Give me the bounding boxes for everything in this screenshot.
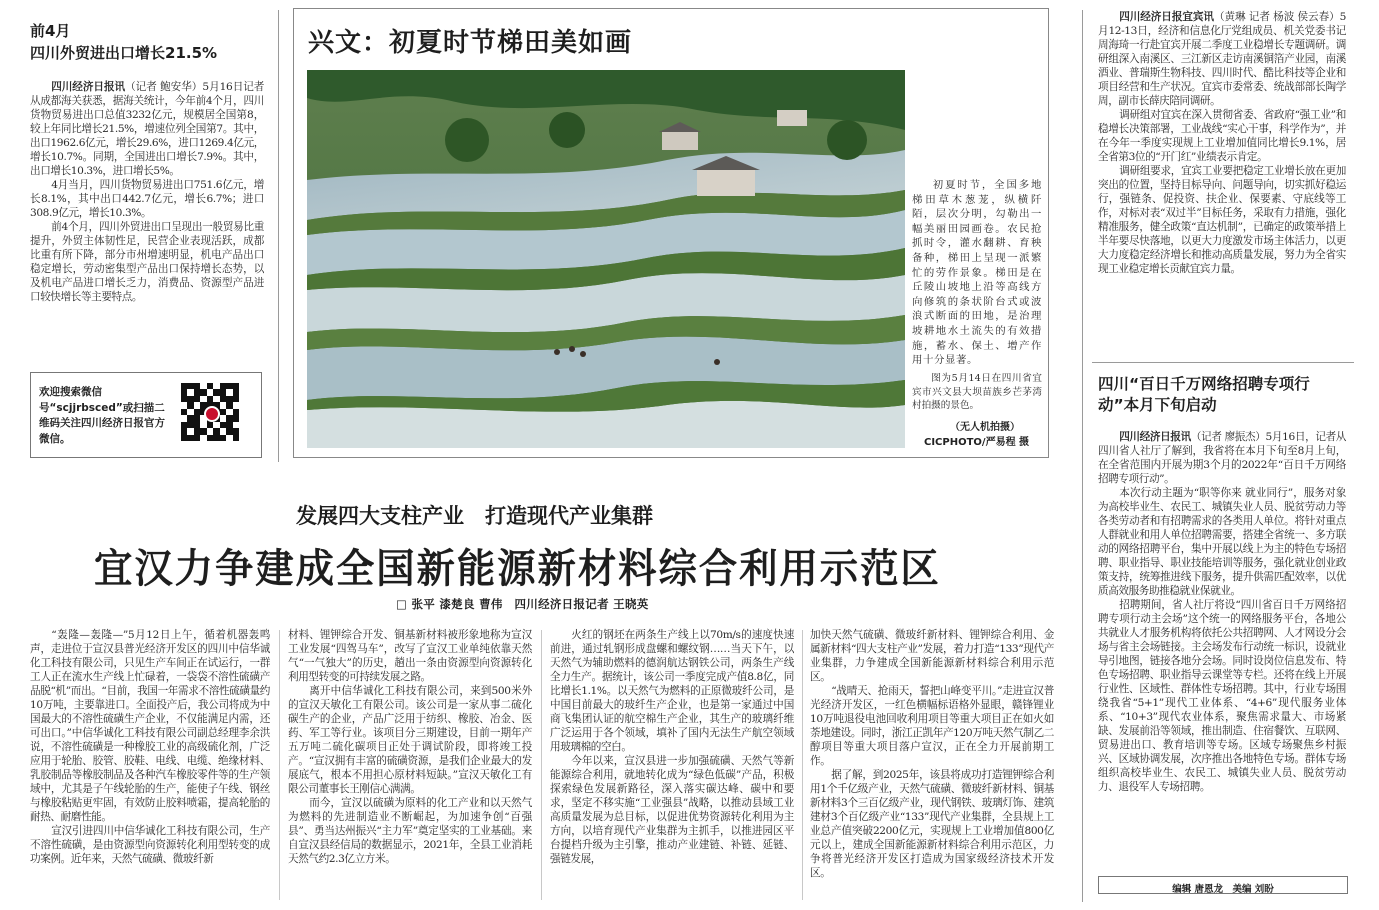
left-p2: 4月当月，四川货物贸易进出口751.6亿元，增长8.1%，其中出口442.7亿元，增长6.7%；进口308.9亿元，增长10.3%。	[30, 179, 264, 219]
right-bottom-p3: 招聘期间，省人社厅将设“四川省百日千万网络招聘专项行动主会场”这个统一的网络服务平台，各地公共就业人才服务机构将依托公共招聘网、人才网设分会场与省主会场链接。主会场发布行动统一标识，设就业导引地图，链接各地分会场。同时设岗位信息发布、特色专场招聘、职业指导云课堂等专栏。还将在线上开展行业性、区域性、群体性专场招聘。其中，行业专场围绕我省“5+1”现代工业体系、“4+6”现代服务业体系、“10+3”现代农业体系，聚焦需求量大、市场紧缺、发展前沿等领域，推出制造、住宿餐饮、互联网、贸易进出口、教育培训等专场。区域专场聚焦乡村振兴、区域协调发展，次序推出各地特色专场。群体专场组织高校毕业生、农民工、城镇失业人员、脱贫劳动力、退役军人专场招聘。	[1098, 599, 1346, 793]
main-headline: 宜汉力争建成全国新能源新材料综合利用示范区	[94, 546, 941, 592]
farmer-2	[569, 346, 575, 352]
main-col4-p1: 加快天然气硫磺、微玻纤新材料、锂钾综合利用、金属新材料“四大支柱产业”发展，着力打造“133”现代产业集群，力争建成全国新能源新材料综合利用示范区。	[810, 629, 1054, 683]
qr-logo-icon	[204, 406, 220, 422]
right-bottom-dateline: 四川经济日报讯	[1119, 431, 1191, 443]
village-house-2	[662, 132, 698, 150]
right-top-dateline: 四川经济日报宜宾讯	[1119, 11, 1214, 23]
left-byline: （记者 鲍安华）	[125, 81, 203, 93]
main-col3-p2: 今年以来，宣汉县进一步加强硫磺、天然气等新能源综合利用，就地转化成为“绿色低碳”产品，积极探索绿色发展新路径，深入落实碳达峰、碳中和要求，坚定不移实施“工业强县”战略，以推动县域工业高质量发展为总目标，以促进优势资源转化利用为主方向，以培育现代产业集群为主抓手，以推进园区平台提档升级为主引擎，推动产业建链、补链、延链、强链发展，	[550, 755, 794, 865]
left-headline-line1: 前4月	[30, 22, 71, 40]
farmer-4	[714, 359, 720, 365]
right-bottom-byline: （记者 廖振杰）	[1190, 431, 1266, 443]
farmer-1	[554, 349, 560, 355]
right-top-p3: 调研组要求，宜宾工业要把稳定工业增长放在更加突出的位置，坚持目标导向、问题导向，切实抓好稳运行，强链条、促投资、扶企业、保要素、守底线等工作，对标对表“双过半”目标任务，采取有力措施，强化精准服务，健全政策“直达机制”，已确定的政策举措上半年要尽快落地，以更大力度激发市场主体活力，以更大力度稳定经济增长和推动高质量发展，努力为全省实现工业稳定增长贡献宜宾力量。	[1098, 165, 1346, 275]
photo-caption-note-block	[912, 372, 1042, 416]
main-col4-p2: “战晴天、抢雨天，誓把山峰变平川。”走进宣汉普光经济开发区，一红色横幅标语格外显眼，赣锋锂业10万吨退役电池回收利用项目等重大项目正在如火如荼地建设。同时，浙江正凯年产120万吨天然气制乙二醇项目等重大项目落户宣汉，正在全力开展前期工作。	[810, 685, 1054, 767]
divider-col-1-2	[279, 630, 280, 900]
divider-left	[278, 10, 279, 462]
farmer-3	[580, 351, 586, 357]
right-bottom-article	[1098, 430, 1346, 870]
main-col-3	[550, 628, 794, 904]
photo-caption-note: 图为5月14日在四川省宜宾市兴文县大坝苗族乡芒茅湾村拍摄的景色。	[912, 373, 1042, 411]
divider-right	[1082, 10, 1083, 902]
main-col2-p1: 材料、锂钾综合开发、铜基新材料被形象地称为宣汉工业发展“四驾马车”，改写了宣汉工业单纯依靠天然气“一气独大”的历史，趟出一条由资源型向资源转化利用型转变的可持续发展之路。	[288, 629, 532, 683]
main-col-2	[288, 628, 532, 904]
village-house-1	[697, 170, 755, 196]
divider-col-2-3	[541, 630, 542, 900]
main-kicker: 发展四大支柱产业 打造现代产业集群	[296, 504, 653, 528]
photo-caption-text: 初夏时节，全国多地梯田草木葱茏，纵横阡陌，层次分明，勾勒出一幅美丽田园画卷。农民抢抓时令，灌水翻耕、育秧备种，梯田上呈现一派繁忙的劳作景象。梯田是在丘陵山坡地上沿等高线方向修筑的条状阶台式或波浪式断面的田地，是治理坡耕地水土流失的有效措施，蓄水、保土、增产作用十分显著。	[912, 179, 1042, 367]
main-byline: □ 张平 漆楚良 曹伟 四川经济日报记者 王晓英	[396, 597, 649, 611]
right-top-lead: 5月12-13日，经济和信息化厅党组成员、机关党委书记周海琦一行赴宜宾开展二季度工业稳增长专题调研。调研组深入南溪区、三江新区走访南溪铜箔产业园，南溪酒业、普瑞斯生物科技、四川时代、酷比科技等企业和项目经营和生产状况。宜宾市委常委、统战部部长陶学周，副市长薛庆陪同调研。	[1098, 11, 1346, 107]
right-bottom-lead: 5月16日，记者从四川省人社厅了解到，我省将在本月下旬至8月上旬，在全省范围内开展为期3个月的2022年“百日千万网络招聘专项行动”。	[1098, 431, 1346, 485]
divider-right-section	[1092, 362, 1354, 363]
main-col3-p1: 火红的钢坯在两条生产线上以70m/s的速度快速前进，通过轧钢形成盘螺和螺纹钢……当天下午，以天然气为辅助燃料的德润航达钢铁公司，两条生产线全力生产。据统计，该公司一季度完成产值8.8亿，同比增长1.1%。以天然气为燃料的正原微玻纤公司，是中国目前最大的玻纤生产企业，也是第一家通过中国商飞集团认证的航空棉生产企业，其生产的玻璃纤维广泛运用于各个领域，填补了国内无法生产航空领域用玻璃棉的空白。	[550, 629, 794, 753]
left-dateline: 四川经济日报讯	[51, 81, 126, 93]
main-col-4	[810, 628, 1054, 904]
editor-credit-box	[1098, 876, 1348, 894]
left-p1: 5月16日记者从成都海关获悉，据海关统计，今年前4个月，四川货物贸易进出口总值3232亿元，规模居全国第8，较上年同比增长21.5%，增速位列全国第7。其中，出口1962.6亿元，增长29.6%，进口1269.4亿元，增长10.7%。同期，全国进出口增长7.9%。其中，出口增长10.3%，进口增长5%。	[30, 81, 265, 177]
terrace-photo	[307, 70, 905, 448]
photo-title: 兴文：初夏时节梯田美如画	[308, 28, 633, 58]
left-p3: 前4个月，四川外贸进出口呈现出一般贸易比重提升，外贸主体韧性足，民营企业表现活跃，成都比重有所下降，部分市州增速明显，机电产品出口稳定增长，劳动密集型产品出口保持增长态势，以及机电产品进口增长乏力，消费品、资源型产品进口较快增长等主要特点。	[30, 221, 264, 303]
main-col-1	[30, 628, 270, 904]
main-col1-p1: “轰隆—轰隆—”5月12日上午，循着机器轰鸣声，走进位于宣汉县普光经济开发区的四川中信华诚化工科技有限公司，只见生产车间正在试运行，一群工人正在流水生产线上忙碌着，一袋袋不溶性硫磺产品脱“机”而出。“目前，我国一年需求不溶性硫磺量约10万吨，主要靠进口。全面投产后，我公司将成为中国最大的不溶性硫磺生产企业，不仅能满足内需，还可出口。”中信华诚化工科技有限公司副总经理李余洪说，不溶性硫磺是一种橡胶工业的高级硫化剂，广泛应用于轮胎、胶管、胶鞋、电线、电缆、绝缘材料、乳胶制品等橡胶制品及各种汽车橡胶零件等的生产领域中，尤其是子午线轮胎的生产，能使子午线、钢丝与橡胶粘贴更牢固，有效防止胶料喷霜，提高轮胎的耐热、耐磨性能。	[30, 629, 270, 823]
left-headline-line2: 四川外贸进出口增长21.5%	[30, 44, 218, 62]
photo-credit: CICPHOTO/严易程 摄	[924, 437, 1030, 448]
promo-box	[30, 372, 262, 458]
main-col4-p3: 据了解，到2025年，该县将成功打造锂钾综合利用1个千亿级产业，天然气硫磺、微玻纤新材料、铜基新材料3个三百亿级产业，现代钢铁、玻璃灯饰、建筑建材3个百亿级产业“133”现代产业集群，全县规上工业总产值突破2200亿元，实现规上工业增加值800亿元以上，建成全国新能源新材料综合利用示范区，力争将普光经济开发区打造成为国家级经济技术开发区。	[810, 769, 1054, 879]
right-top-p2: 调研组对宜宾在深入贯彻省委、省政府“强工业”和稳增长决策部署，工业战线“实心干事，科学作为”，并在今年一季度实现规上工业增加值同比增长9.1%，居全省第3位的“开门红”业绩表示肯定。	[1098, 109, 1346, 163]
left-article-body	[30, 80, 264, 360]
right-bottom-headline: 四川“百日千万网络招聘专项行动”本月下旬启动	[1098, 375, 1310, 414]
right-top-article	[1098, 10, 1346, 350]
tree-2	[549, 112, 585, 148]
main-col2-p3: 而今，宣汉以硫磺为原料的化工产业和以天然气为燃料的先进制造业不断崛起，为加速争创“百强县”、勇当达州振兴“主力军”奠定坚实的工业基础。来自宣汉县经信局的数据显示，2021年，全县工业消耗天然气约2.3亿立方米。	[288, 797, 532, 865]
photo-caption	[912, 178, 1042, 367]
village-house-3	[777, 110, 807, 126]
tree-1	[445, 118, 489, 162]
right-top-byline: （黄琳 记者 杨波 侯云春）	[1213, 11, 1340, 23]
editor-credit: 编辑 唐恩龙 美编 刘盼	[1172, 884, 1274, 895]
tree-3	[827, 120, 867, 160]
photo-drone-note: （无人机拍摄）	[950, 422, 1020, 433]
right-bottom-p2: 本次行动主题为“职等你来 就业同行”，服务对象为高校毕业生、农民工、城镇失业人员、脱贫劳动力等各类劳动者和有招聘需求的各类用人单位。将针对重点人群就业和用人单位招聘需要，搭建全省统一、多方联动的网络招聘平台，集中开展以线上为主的特色专场招聘、职业指导、职业技能培训等服务，强化就业创业政策支持，统筹推进线下服务，提升供需匹配效率，以优质高效服务助推稳就业保就业。	[1098, 487, 1346, 597]
divider-col-3-4	[802, 630, 803, 900]
main-col1-p2: 宣汉引进四川中信华诚化工科技有限公司，生产不溶性硫磺，是由资源型向资源转化利用型转变的成功案例。近年来，天然气硫磺、微玻纤新	[30, 825, 270, 865]
main-col2-p2: 离开中信华诚化工科技有限公司，来到500米外的宣汉天敏化工有限公司。该公司是一家从事二硫化碳生产的企业，产品广泛用于纺织、橡胶、冶金、医药、军工等行业。该项目分三期建设，目前一期年产五万吨二硫化碳项目正处于调试阶段，即将竣工投产。“宣汉拥有丰富的硫磺资源，是我们企业最大的发展底气，根本不用担心原材料短缺。”宣汉天敏化工有限公司董事长王刚信心满满。	[288, 685, 532, 795]
promo-text: 欢迎搜索微信号“scjjrbsced”或扫描二维码关注四川经济日报官方微信。	[39, 386, 165, 445]
